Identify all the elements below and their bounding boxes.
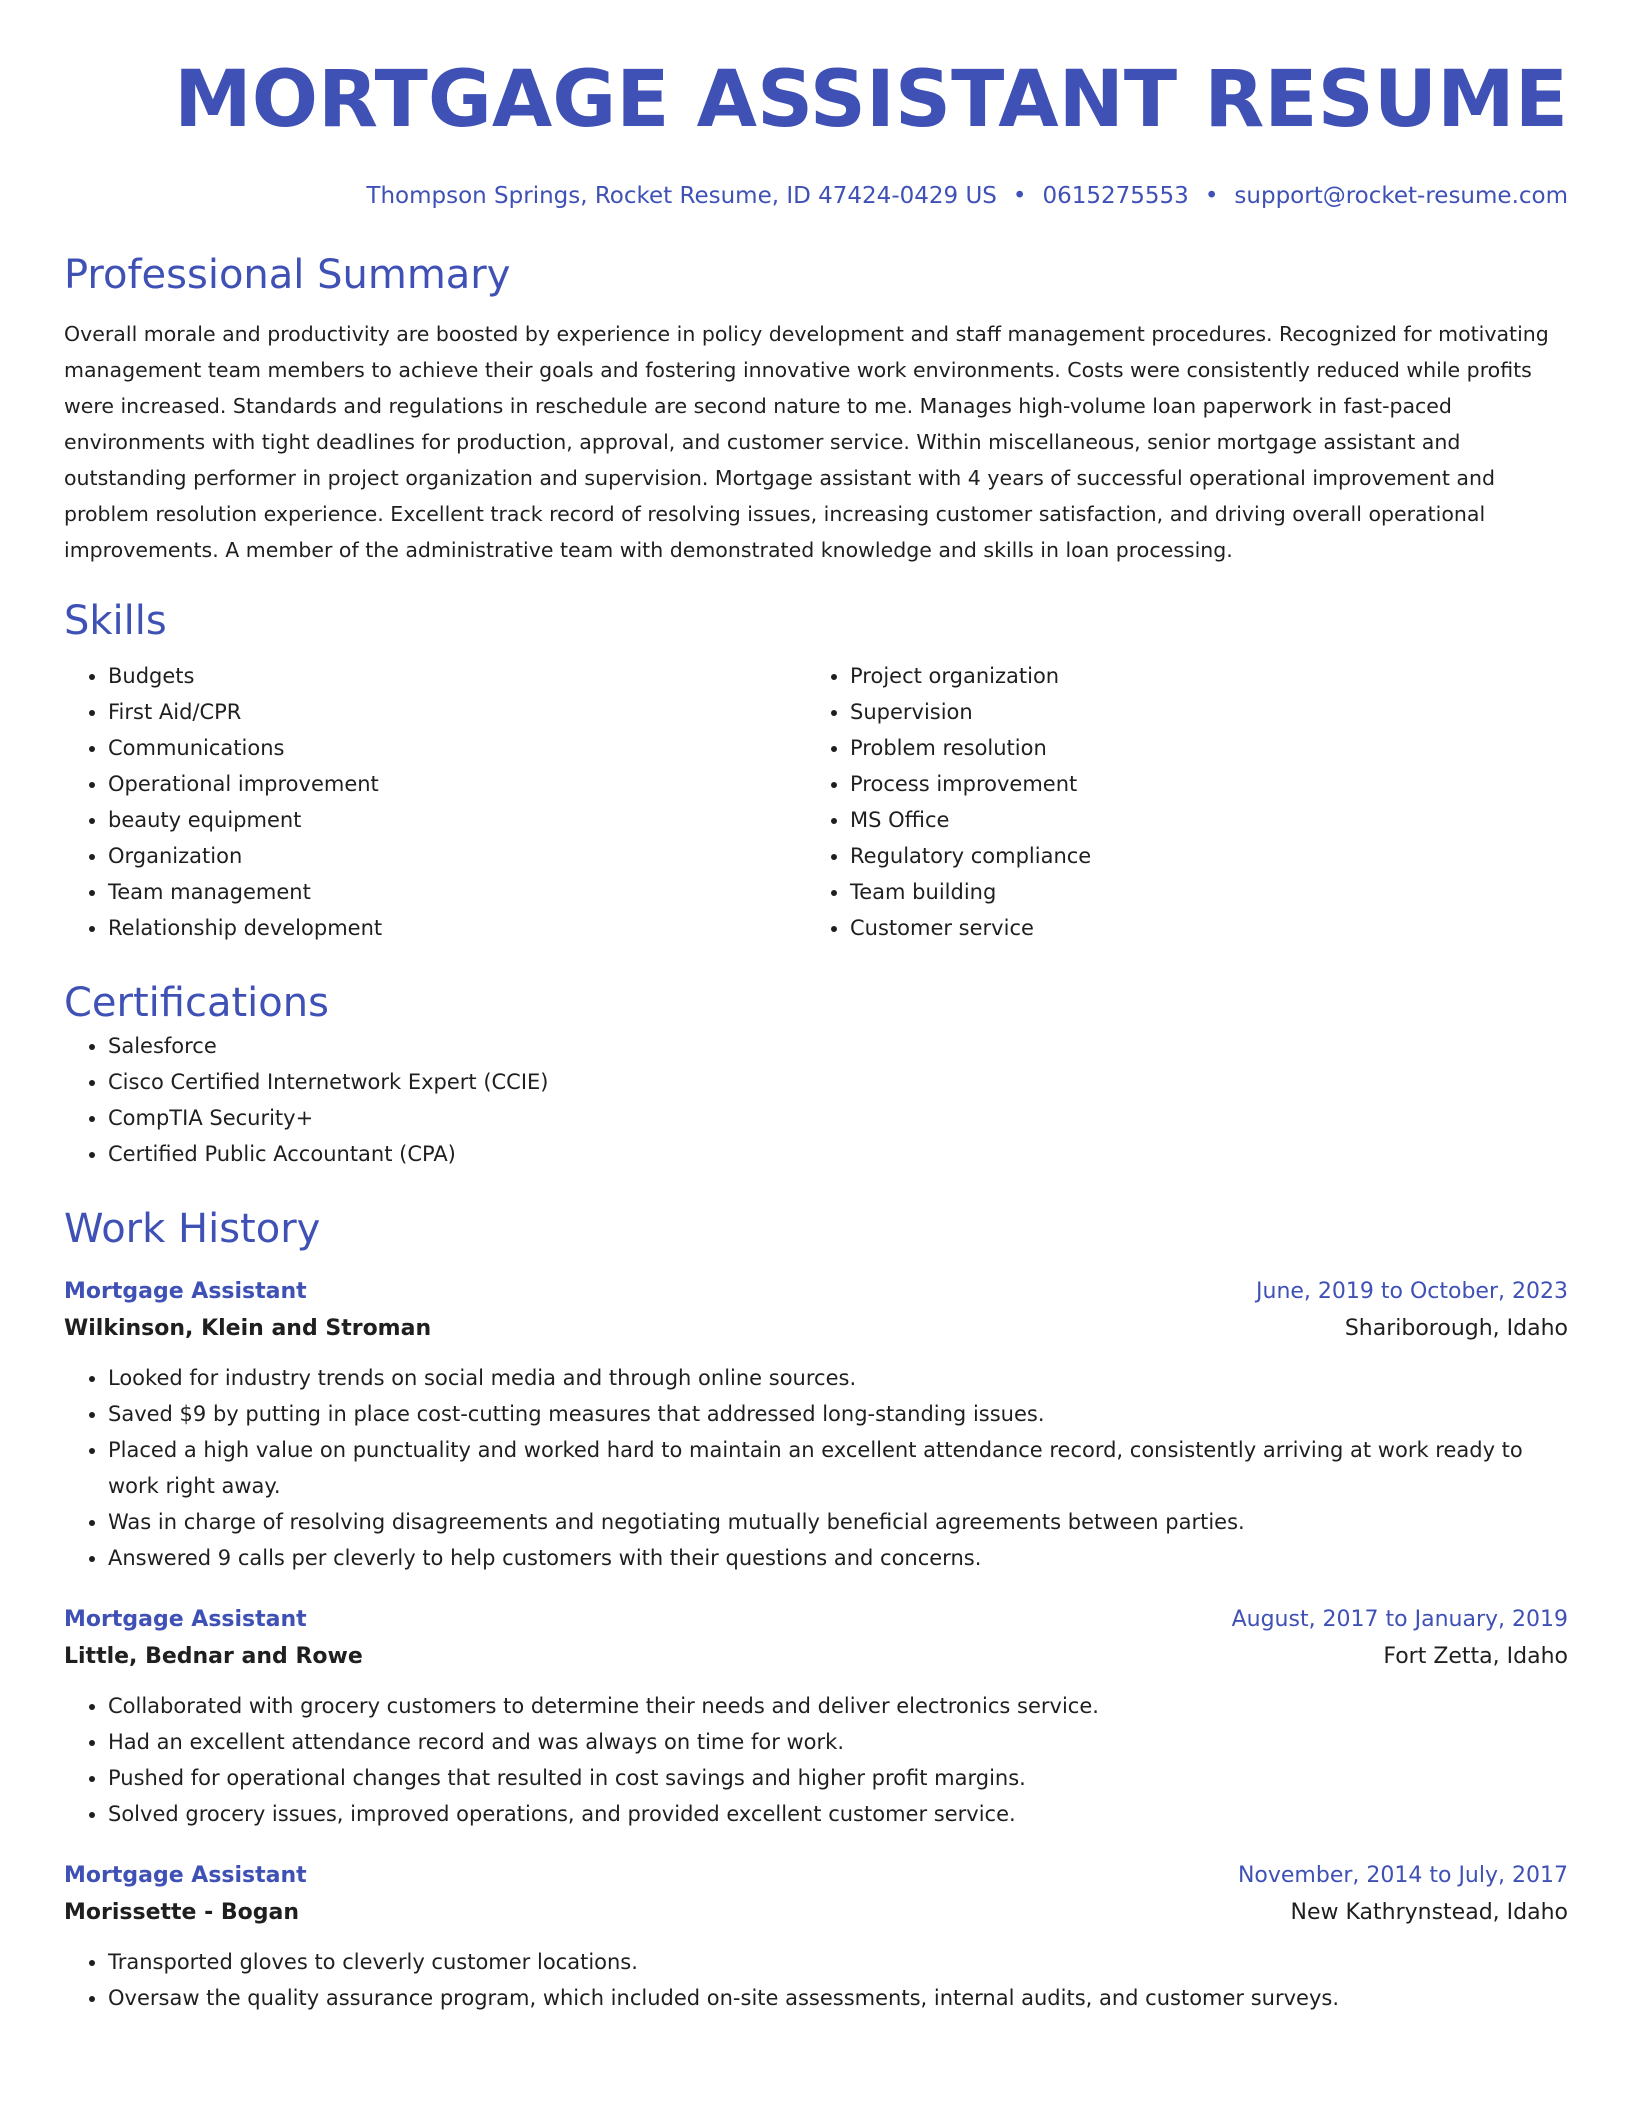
skill-item: • MS Office (850, 802, 1548, 838)
job-header-row (64, 1274, 1568, 1310)
job-location: New Kathrynstead, Idaho (1290, 1900, 1568, 1925)
job-company: Morissette - Bogan (64, 1900, 300, 1925)
resume-title: MORTGAGE ASSISTANT RESUME (174, 55, 1568, 145)
skills-columns (64, 658, 1568, 946)
contact-separator: • (1204, 183, 1219, 209)
job-title: Mortgage Assistant (64, 1607, 307, 1632)
skill-item: • Regulatory compliance (850, 838, 1548, 874)
job-bullet: • Solved grocery issues, improved operations, and provided excellent customer service. (108, 1796, 1568, 1832)
job-dates: June, 2019 to October, 2023 (1256, 1279, 1568, 1304)
job-bullet: • Answered 9 calls per cleverly to help customers with their questions and concerns. (108, 1540, 1568, 1576)
job-bullets (64, 1360, 1568, 1576)
skill-item: • Customer service (850, 910, 1548, 946)
skill-item: • Problem resolution (850, 730, 1548, 766)
job-bullets (64, 1944, 1568, 2016)
job-bullets (64, 1688, 1568, 1832)
job-location: Fort Zetta, Idaho (1383, 1644, 1568, 1669)
section-title-work-history: Work History (64, 1206, 321, 1252)
contact-email: support@rocket-resume.com (1234, 183, 1568, 209)
certifications-list (64, 1028, 1568, 1172)
job-location: Shariborough, Idaho (1344, 1316, 1568, 1341)
certification-item: • Certified Public Accountant (CPA) (108, 1136, 1568, 1172)
contact-separator: • (1012, 183, 1027, 209)
job-dates: November, 2014 to July, 2017 (1237, 1863, 1568, 1888)
job-entry (64, 1274, 1568, 1576)
job-header-row (64, 1602, 1568, 1638)
job-dates: August, 2017 to January, 2019 (1231, 1607, 1568, 1632)
skill-item: • First Aid/CPR (108, 694, 806, 730)
certification-item: • Salesforce (108, 1028, 1568, 1064)
job-header-row (64, 1858, 1568, 1894)
job-bullet: • Pushed for operational changes that resulted in cost savings and higher profit margins. (108, 1760, 1568, 1796)
job-bullet: • Transported gloves to cleverly customer locations. (108, 1944, 1568, 1980)
job-company: Little, Bednar and Rowe (64, 1644, 363, 1669)
job-title: Mortgage Assistant (64, 1279, 307, 1304)
job-company-row (64, 1894, 1568, 1932)
certification-item: • CompTIA Security+ (108, 1100, 1568, 1136)
skill-item: • Communications (108, 730, 806, 766)
job-bullet: • Placed a high value on punctuality and worked hard to maintain an excellent attendance record, consistently arriving at work ready to work right away. (108, 1432, 1568, 1504)
job-bullet: • Saved $9 by putting in place cost-cutting measures that addressed long-standing issues. (108, 1396, 1568, 1432)
contact-line (64, 180, 1568, 212)
skill-item: • Project organization (850, 658, 1548, 694)
job-entry (64, 1602, 1568, 1832)
skill-item: • Budgets (108, 658, 806, 694)
skill-item: • Relationship development (108, 910, 806, 946)
section-title-summary: Professional Summary (64, 252, 511, 298)
job-bullet: • Collaborated with grocery customers to determine their needs and deliver electronics service. (108, 1688, 1568, 1724)
section-title-certifications: Certifications (64, 980, 329, 1026)
skill-item: • Supervision (850, 694, 1548, 730)
certification-item: • Cisco Certified Internetwork Expert (CCIE) (108, 1064, 1568, 1100)
skill-item: • Team management (108, 874, 806, 910)
section-title-skills: Skills (64, 598, 167, 644)
skills-list-right (806, 658, 1548, 946)
job-bullet: • Had an excellent attendance record and was always on time for work. (108, 1724, 1568, 1760)
skill-item: • Operational improvement (108, 766, 806, 802)
skill-item: • beauty equipment (108, 802, 806, 838)
job-bullet: • Looked for industry trends on social media and through online sources. (108, 1360, 1568, 1396)
skill-item: • Team building (850, 874, 1548, 910)
skill-item: • Organization (108, 838, 806, 874)
summary-text: Overall morale and productivity are boosted by experience in policy development and staff management procedures. Recognized for motivating management team members to achieve their goals and fostering innovative work environments. Costs were consistently reduced while profits were increased. Standards and regulations in reschedule are second nature to me. Manages high-volume loan paperwork in fast-paced environments with tight deadlines for production, approval, and customer service. Within miscellaneous, senior mortgage assistant and outstanding performer in project organization and supervision. Mortgage assistant with 4 years of successful operational improvement and problem resolution experience. Excellent track record of resolving issues, increasing customer satisfaction, and driving overall operational improvements. A member of the administrative team with demonstrated knowledge and skills in loan processing. (64, 322, 1549, 562)
skill-item: • Process improvement (850, 766, 1548, 802)
job-company: Wilkinson, Klein and Stroman (64, 1316, 432, 1341)
contact-address: Thompson Springs, Rocket Resume, ID 47424-0429 US (366, 183, 997, 209)
job-entry (64, 1858, 1568, 2016)
job-company-row (64, 1310, 1568, 1348)
skills-list-left (64, 658, 806, 946)
job-title: Mortgage Assistant (64, 1863, 307, 1888)
contact-phone: 0615275553 (1042, 183, 1189, 209)
job-bullet: • Was in charge of resolving disagreements and negotiating mutually beneficial agreements between parties. (108, 1504, 1568, 1540)
job-company-row (64, 1638, 1568, 1676)
job-bullet: • Oversaw the quality assurance program, which included on-site assessments, internal audits, and customer surveys. (108, 1980, 1568, 2016)
